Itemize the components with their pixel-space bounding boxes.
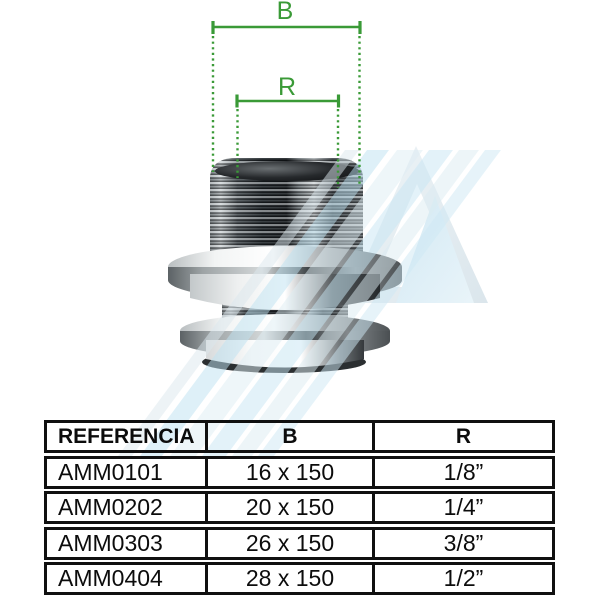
cell-r: 1/8” [372,459,552,486]
cell-referencia: AMM0202 [58,494,163,520]
cell-b: 20 x 150 [205,494,372,521]
cell-referencia: AMM0303 [58,529,163,556]
header-b: B [205,423,372,450]
dimension-b-label: B [276,0,294,25]
dimension-r-label: R [277,73,297,101]
cell-b: 28 x 150 [205,565,372,592]
cell-referencia: AMM0404 [58,565,163,591]
cell-r: 1/4” [372,494,552,521]
dimension-r-line [237,95,339,189]
table-row [44,456,555,489]
header-referencia: REFERENCIA [58,424,195,448]
spec-table [44,420,555,598]
header-r: R [372,423,552,450]
cell-r: 1/2” [372,565,552,592]
spec-table-header-row [44,420,555,453]
cell-b: 16 x 150 [205,459,372,486]
cell-b: 26 x 150 [205,530,372,557]
table-row [44,491,555,524]
cell-referencia: AMM0101 [58,458,163,485]
table-row [44,527,555,560]
cell-r: 3/8” [372,530,552,557]
table-row [44,562,555,595]
